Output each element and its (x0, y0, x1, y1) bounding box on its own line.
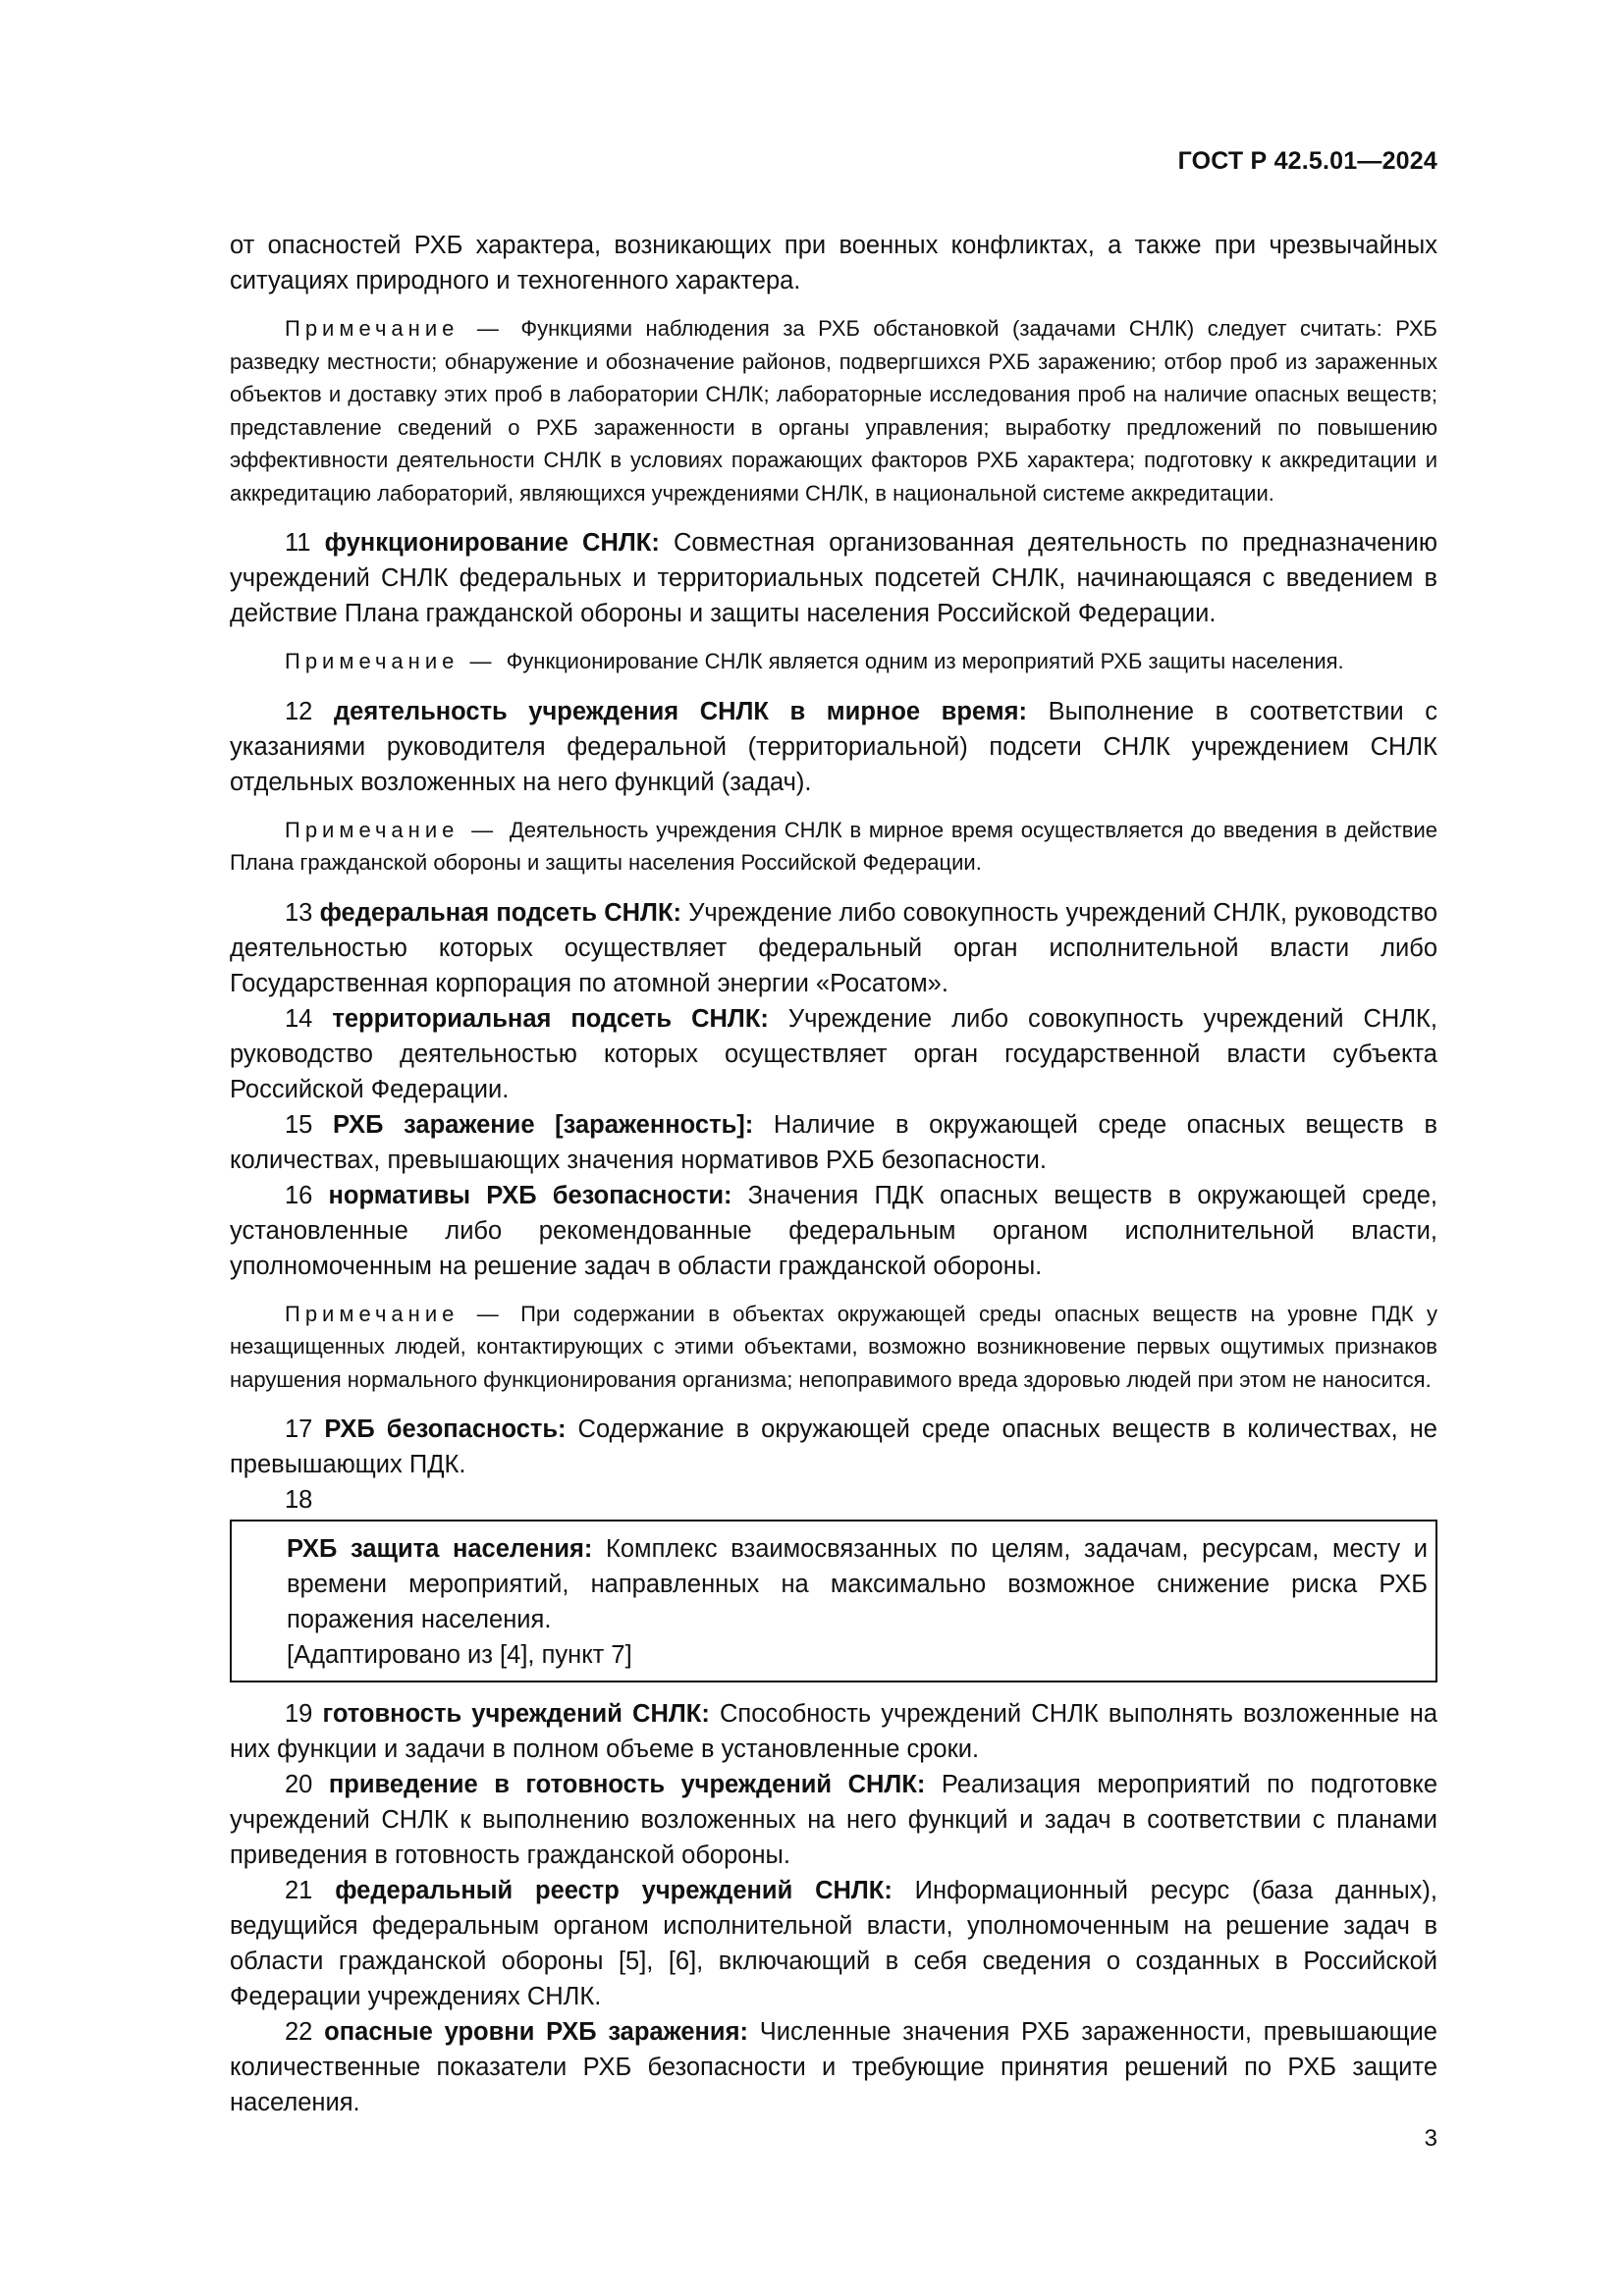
term-number: 21 (285, 1877, 313, 1904)
term-definition: Реализация мероприятий по подготовке учреждений СНЛК к выполнению возложенных на него функций и задач в соответствии с планами приведения в готовность гражданской обороны. (230, 1771, 1438, 1869)
term-name: РХБ заражение [зараженность]: (333, 1110, 754, 1139)
term-entry (230, 2014, 1437, 2120)
term-name: приведение в готовность учреждений СНЛК: (328, 1771, 926, 1798)
note-text: Функциями наблюдения за РХБ обстановкой (задачами СНЛК) следует считать: РХБ разведку местности; обнаружение и обозначение районов, подвергшихся РХБ заражению; отбор проб из зараженных объектов и доставку этих проб в лаборатории СНЛК; лабораторные исследования проб на наличие опасных веществ; представление сведений о РХБ зараженности в органы управления; выработку предложений по повышению эффективности деятельности СНЛК в условиях поражающих факторов РХБ характера; подготовку к аккредитации и аккредитацию лабораторий, являющихся учреждениями СНЛК, в национальной системе аккредитации. (230, 316, 1437, 506)
term-entry (230, 1107, 1437, 1178)
page-number: 3 (1424, 2125, 1437, 2152)
page-content (230, 228, 1437, 2120)
term-definition: Комплекс взаимосвязанных по целям, задачам, ресурсам, месту и времени мероприятий, направленных на максимально возможное снижение риска РХБ поражения населения. (287, 1535, 1428, 1633)
term-number: 20 (285, 1771, 313, 1798)
term-name: функционирование СНЛК: (324, 529, 660, 557)
intro-paragraph: от опасностей РХБ характера, возникающих при военных конфликтах, а также при чрезвычайных ситуациях природного и техногенного характера. (230, 232, 1437, 294)
term-name: территориальная подсеть СНЛК: (332, 1004, 769, 1033)
term-entry (230, 1412, 1437, 1482)
term-name: РХБ безопасность: (324, 1415, 567, 1443)
term-number: 15 (285, 1110, 313, 1139)
note-label: Примечание — (285, 649, 497, 673)
term-number: 13 (285, 898, 313, 927)
term-name: нормативы РХБ безопасности: (328, 1181, 732, 1209)
term-definition: Содержание в окружающей среде опасных веществ в количествах, не превышающих ПДК. (230, 1415, 1437, 1478)
note-text: При содержании в объектах окружающей среды опасных веществ на уровне ПДК у незащищенных людей, контактирующих с этими объектами, возможно возникновение первых ощутимых признаков нарушения нормального функционирования организма; непоправимого вреда здоровью людей при этом не наносится. (230, 1301, 1438, 1392)
term-number: 11 (285, 529, 311, 557)
term-entry (230, 1767, 1437, 1873)
term-number: 14 (285, 1004, 313, 1033)
note-label: Примечание — (285, 1301, 504, 1326)
boxed-term-body (232, 1531, 1435, 1637)
term-definition: Совместная организованная деятельность по предназначению учреждений СНЛК федеральных и территориальных подсетей СНЛК, начинающаяся с введением в действие Плана гражданской обороны и защиты населения Российской Федерации. (230, 529, 1437, 627)
term-definition: Способность учреждений СНЛК выполнять возложенные на них функции и задачи в полном объеме в установленные сроки. (230, 1700, 1437, 1763)
term-definition: Учреждение либо совокупность учреждений СНЛК, руководство деятельностью которых осуществляет орган государственной власти субъекта Российской Федерации. (230, 1004, 1437, 1103)
term-number: 22 (285, 2018, 313, 2046)
term-name: готовность учреждений СНЛК: (322, 1700, 710, 1728)
term-name: опасные уровни РХБ заражения: (324, 2018, 748, 2046)
term-number: 16 (285, 1181, 313, 1209)
note-paragraph (230, 645, 1437, 678)
boxed-term-entry (230, 1520, 1437, 1682)
note-label: Примечание — (285, 817, 499, 842)
term-name: РХБ защита населения: (287, 1535, 593, 1563)
term-entry (230, 694, 1437, 800)
term-number: 19 (285, 1700, 313, 1728)
note-paragraph (230, 1298, 1437, 1397)
note-text: Функционирование СНЛК является одним из мероприятий РХБ защиты населения. (506, 649, 1344, 673)
note-text: Деятельность учреждения СНЛК в мирное время осуществляется до введения в действие Плана гражданской обороны и защиты населения Российской Федерации. (230, 817, 1437, 875)
term-entry (230, 1178, 1437, 1284)
term-source-reference: [Адаптировано из [4], пункт 7] (287, 1641, 632, 1669)
term-number: 12 (285, 697, 313, 725)
term-entry (230, 1001, 1437, 1107)
term-definition: Учреждение либо совокупность учреждений СНЛК, руководство деятельностью которых осуществляет федеральный орган исполнительной власти либо Государственная корпорация по атомной энергии «Росатом». (230, 898, 1438, 997)
term-definition: Значения ПДК опасных веществ в окружающей среде, установленные либо рекомендованные федеральным органом исполнительной власти, уполномоченным на решение задач в области гражданской обороны. (230, 1181, 1437, 1280)
note-label: Примечание — (285, 316, 504, 341)
document-code-header: ГОСТ Р 42.5.01—2024 (1177, 147, 1437, 175)
term-entry (230, 1696, 1437, 1767)
term-entry (230, 1873, 1437, 2014)
document-page (230, 0, 1437, 2296)
term-definition: Информационный ресурс (база данных), ведущийся федеральным органом исполнительной власти, уполномоченным на решение задач в области гражданской обороны [5], [6], включающий в себя сведения о созданных в Российской Федерации учреждениях СНЛК. (230, 1877, 1437, 2010)
term-name: федеральная подсеть СНЛК: (319, 898, 681, 927)
term-definition: Наличие в окружающей среде опасных веществ в количествах, превышающих значения нормативов РХБ безопасности. (230, 1110, 1438, 1174)
term-entry (230, 895, 1437, 1001)
term-name: федеральный реестр учреждений СНЛК: (335, 1877, 893, 1904)
note-paragraph (230, 814, 1437, 880)
term-definition: Численные значения РХБ зараженности, превышающие количественные показатели РХБ безопасности и требующие принятия решений по РХБ защите населения. (230, 2018, 1437, 2116)
term-entry (230, 525, 1437, 631)
note-paragraph (230, 312, 1437, 509)
term-definition: Выполнение в соответствии с указаниями руководителя федеральной (территориальной) подсети СНЛК учреждением СНЛК отдельных возложенных на него функций (задач). (230, 697, 1437, 796)
term-name: деятельность учреждения СНЛК в мирное время: (333, 697, 1027, 725)
term-number: 17 (285, 1415, 313, 1443)
term-number-standalone: 18 (285, 1486, 313, 1514)
